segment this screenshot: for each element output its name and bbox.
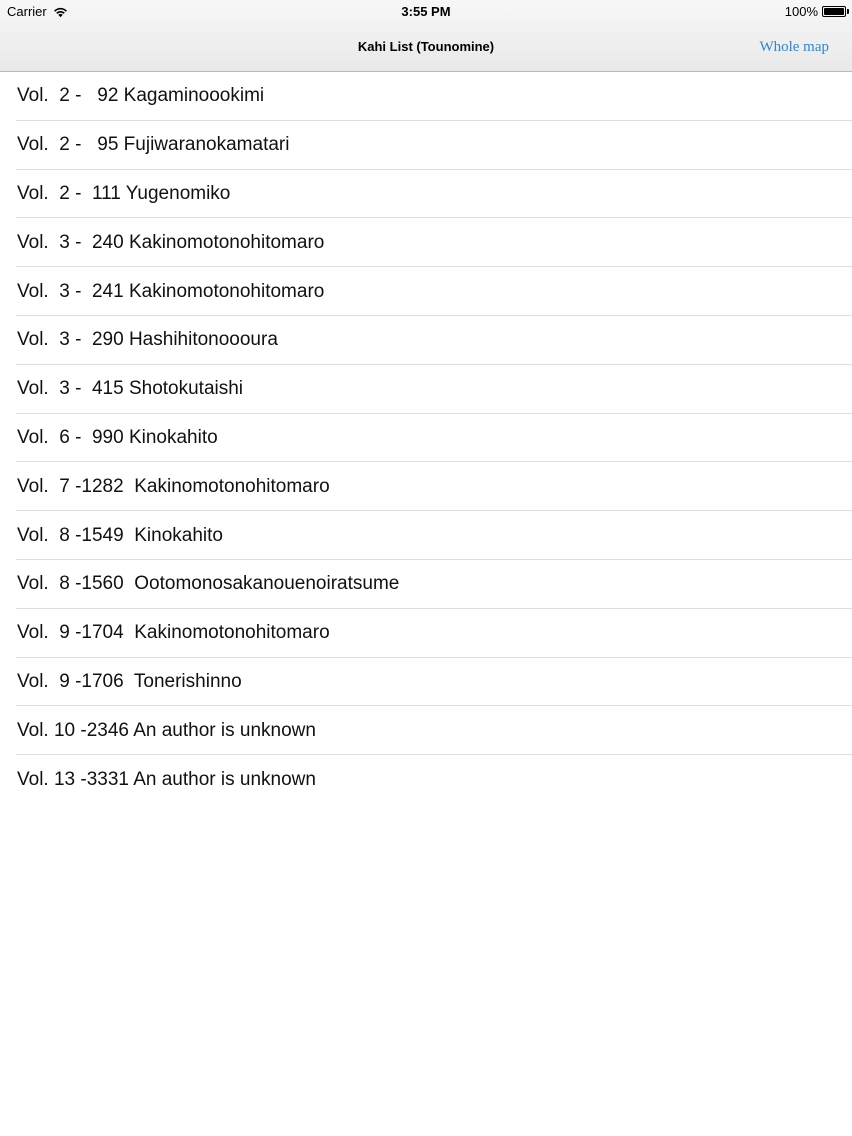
- battery-percent: 100%: [784, 4, 818, 19]
- list-item[interactable]: Vol. 3 - 240 Kakinomotonohitomaro: [0, 218, 852, 267]
- list-item[interactable]: Vol. 9 -1704 Kakinomotonohitomaro: [0, 609, 852, 658]
- list-item[interactable]: Vol. 2 - 95 Fujiwaranokamatari: [0, 121, 852, 170]
- list-item[interactable]: Vol. 8 -1549 Kinokahito: [0, 511, 852, 560]
- list-item[interactable]: Vol. 10 -2346 An author is unknown: [0, 706, 852, 755]
- list-item[interactable]: Vol. 6 - 990 Kinokahito: [0, 414, 852, 463]
- list-item[interactable]: Vol. 13 -3331 An author is unknown: [17, 768, 316, 790]
- carrier-label: Carrier: [7, 4, 47, 19]
- kahi-list: [0, 72, 852, 804]
- top-bar: [0, 0, 852, 72]
- list-item[interactable]: Vol. 3 - 241 Kakinomotonohitomaro: [0, 267, 852, 316]
- list-item[interactable]: Vol. 9 -1706 Tonerishinno: [0, 658, 852, 707]
- whole-map-button[interactable]: Whole map: [759, 39, 829, 55]
- list-item[interactable]: Vol. 3 - 290 Hashihitonoooura: [0, 316, 852, 365]
- list-item[interactable]: Vol. 2 - 92 Kagaminoookimi: [0, 72, 852, 121]
- status-bar: [0, 0, 852, 24]
- list-item[interactable]: Vol. 2 - 111 Yugenomiko: [0, 170, 852, 219]
- list-item[interactable]: Vol. 8 -1560 Ootomonosakanouenoiratsume: [0, 560, 852, 609]
- list-item[interactable]: Vol. 7 -1282 Kakinomotonohitomaro: [0, 462, 852, 511]
- list-item[interactable]: Vol. 3 - 415 Shotokutaishi: [0, 365, 852, 414]
- battery-icon: [822, 6, 846, 17]
- status-time: 3:55 PM: [401, 4, 451, 19]
- status-right: [785, 4, 846, 19]
- nav-title: Kahi List (Tounomine): [357, 39, 495, 54]
